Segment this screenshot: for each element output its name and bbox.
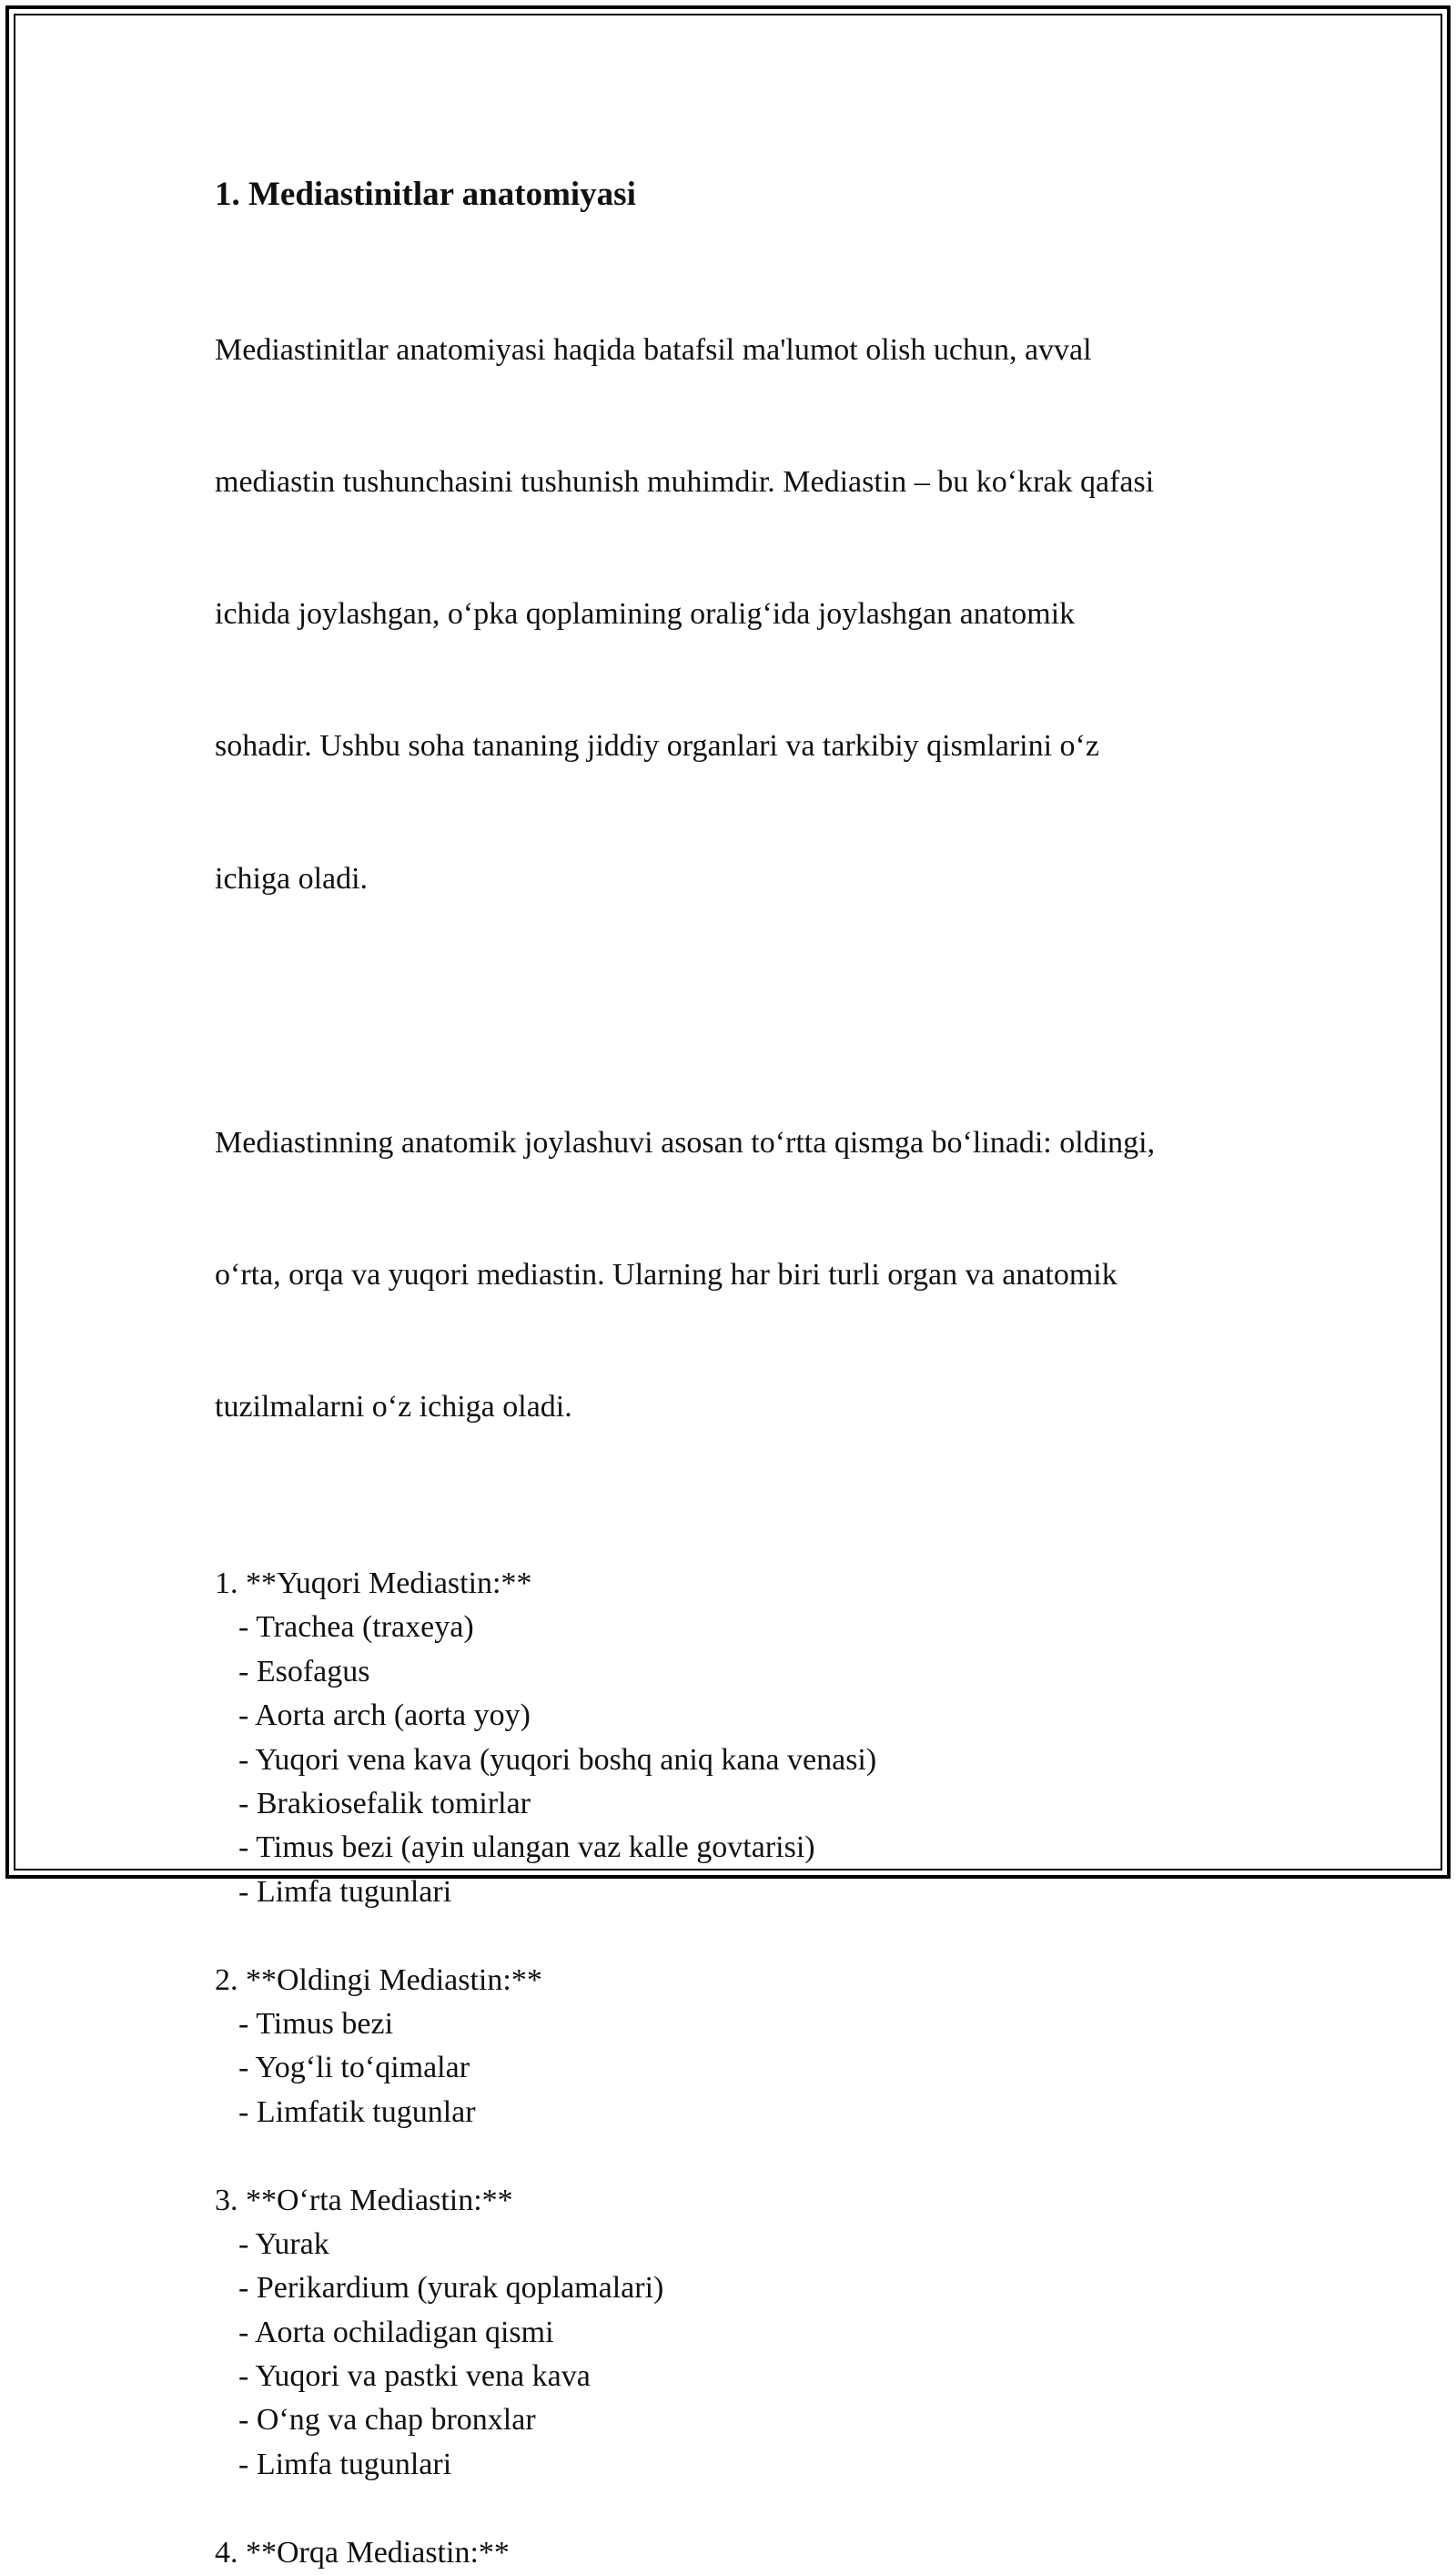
document-body: [215, 169, 1252, 2575]
section-title: 1. **Yuqori Mediastin:**: [215, 1566, 532, 1601]
section-title: 4. **Orqa Mediastin:**: [215, 2535, 510, 2570]
paragraph-line: mediastin tushunchasini tushunish muhimdir. Mediastin – bu koʻkrak qafasi: [215, 465, 1155, 500]
list-item: - Oʻng va chap bronxlar: [238, 2403, 536, 2438]
list-item: - Yuqori va pastki vena kava: [238, 2359, 591, 2394]
section-orqa-mediastin: [215, 2531, 1252, 2575]
list-item: - Timus bezi (ayin ulangan vaz kalle govtarisi): [238, 1830, 815, 1865]
list-item: - Limfa tugunlari: [238, 1874, 452, 1909]
list-item: - Perikardium (yurak qoplamalari): [238, 2271, 664, 2306]
list-item: - Limfatik tugunlar: [238, 2094, 476, 2129]
list-item: - Trachea (traxeya): [238, 1610, 474, 1645]
section-title: 2. **Oldingi Mediastin:**: [215, 1962, 542, 1997]
paragraph-line: ichiga oladi.: [215, 861, 369, 896]
list-item: - Timus bezi: [238, 2006, 394, 2041]
paragraph-line: sohadir. Ushbu soha tananing jiddiy organlari va tarkibiy qismlarini oʻz: [215, 729, 1099, 764]
list-item: - Yuqori vena kava (yuqori boshq aniq kana venasi): [238, 1742, 877, 1777]
list-item: - Yogʻli toʻqimalar: [238, 2051, 470, 2085]
list-item: - Aorta ochiladigan qismi: [238, 2315, 554, 2349]
section-yuqori-mediastin: [215, 1562, 1252, 1914]
document-heading: 1. Mediastinitlar anatomiyasi: [215, 176, 636, 213]
paragraph-2: [215, 1033, 1252, 1517]
list-item: - Limfa tugunlari: [238, 2447, 452, 2481]
list-item: - Yurak: [238, 2226, 329, 2261]
list-item: - Aorta arch (aorta yoy): [238, 1698, 531, 1733]
paragraph-line: Mediastinitlar anatomiyasi haqida batafsil ma'lumot olish uchun, avval: [215, 332, 1092, 367]
section-title: 3. **Oʻrta Mediastin:**: [215, 2183, 513, 2217]
section-oldingi-mediastin: [215, 1959, 1252, 2135]
paragraph-line: ichida joylashgan, oʻpka qoplamining oraligʻida joylashgan anatomik: [215, 597, 1076, 632]
list-item: - Brakiosefalik tomirlar: [238, 1786, 531, 1820]
paragraph-line: tuzilmalarni oʻz ichiga oladi.: [215, 1390, 572, 1424]
section-orta-mediastin: [215, 2179, 1252, 2488]
paragraph-1: [215, 240, 1252, 989]
list-item: - Esofagus: [238, 1654, 370, 1688]
paragraph-line: oʻrta, orqa va yuqori mediastin. Ularning har biri turli organ va anatomik: [215, 1258, 1117, 1293]
paragraph-line: Mediastinning anatomik joylashuvi asosan toʻrtta qismga boʻlinadi: oldingi,: [215, 1126, 1156, 1161]
